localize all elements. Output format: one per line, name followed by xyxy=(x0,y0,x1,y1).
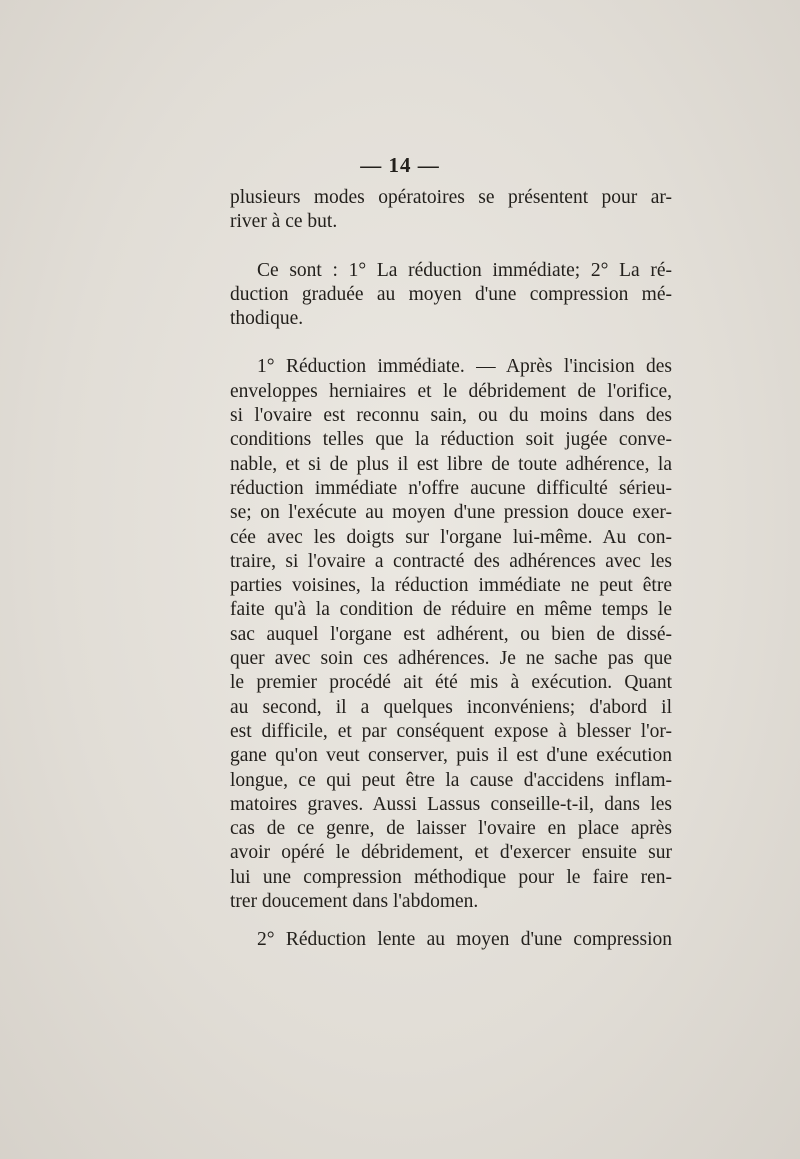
text-line: sac auquel l'organe est adhérent, ou bien de dissé- xyxy=(230,623,672,645)
text-line: nable, et si de plus il est libre de toute adhérence, la xyxy=(230,453,672,475)
text-line: matoires graves. Aussi Lassus conseille-t-il, dans les xyxy=(230,793,672,815)
text-line: 1° Réduction immédiate. — Après l'incision des xyxy=(257,356,672,378)
text-line: trer doucement dans l'abdomen. xyxy=(230,891,479,913)
text-line: le premier procédé ait été mis à exécution. Quant xyxy=(230,672,672,694)
page-number: — 14 — xyxy=(360,153,440,177)
text-line: longue, ce qui peut être la cause d'accidens inflam- xyxy=(230,769,672,791)
text-line: river à ce but. xyxy=(230,211,338,233)
paragraph-3 xyxy=(230,355,672,914)
text-line: se; on l'exécute au moyen d'une pression douce exer- xyxy=(230,502,672,524)
text-line: thodique. xyxy=(230,308,304,330)
text-line: duction graduée au moyen d'une compression mé- xyxy=(230,283,672,305)
text-line: traire, si l'ovaire a contracté des adhérences avec les xyxy=(230,550,672,572)
paragraph-2 xyxy=(230,259,672,332)
paragraph-4 xyxy=(230,928,672,952)
paragraph-1 xyxy=(230,186,672,235)
text-line: réduction immédiate n'offre aucune difficulté sérieu- xyxy=(230,477,672,499)
text-line: si l'ovaire est reconnu sain, ou du moins dans des xyxy=(230,405,672,427)
text-line: parties voisines, la réduction immédiate ne peut être xyxy=(230,575,672,597)
text-line: gane qu'on veut conserver, puis il est d'une exécution xyxy=(230,745,672,767)
text-line: enveloppes herniaires et le débridement de l'orifice, xyxy=(230,380,672,402)
text-line: quer avec soin ces adhérences. Je ne sache pas que xyxy=(230,648,672,670)
text-line: 2° Réduction lente au moyen d'une compression xyxy=(257,929,672,951)
text-line: cas de ce genre, de laisser l'ovaire en place après xyxy=(230,818,672,840)
text-line: est difficile, et par conséquent expose à blesser l'or- xyxy=(230,720,672,742)
text-line: Ce sont : 1° La réduction immédiate; 2° La ré- xyxy=(257,259,672,281)
body-text xyxy=(230,186,672,953)
text-line: conditions telles que la réduction soit jugée conve- xyxy=(230,429,672,451)
text-line: au second, il a quelques inconvéniens; d'abord il xyxy=(230,696,672,718)
text-line: plusieurs modes opératoires se présentent pour ar- xyxy=(230,187,672,208)
text-line: faite qu'à la condition de réduire en même temps le xyxy=(230,599,672,621)
text-line: lui une compression méthodique pour le faire ren- xyxy=(230,866,672,888)
text-line: avoir opéré le débridement, et d'exercer ensuite sur xyxy=(230,842,672,864)
text-line: cée avec les doigts sur l'organe lui-même. Au con- xyxy=(230,526,672,548)
